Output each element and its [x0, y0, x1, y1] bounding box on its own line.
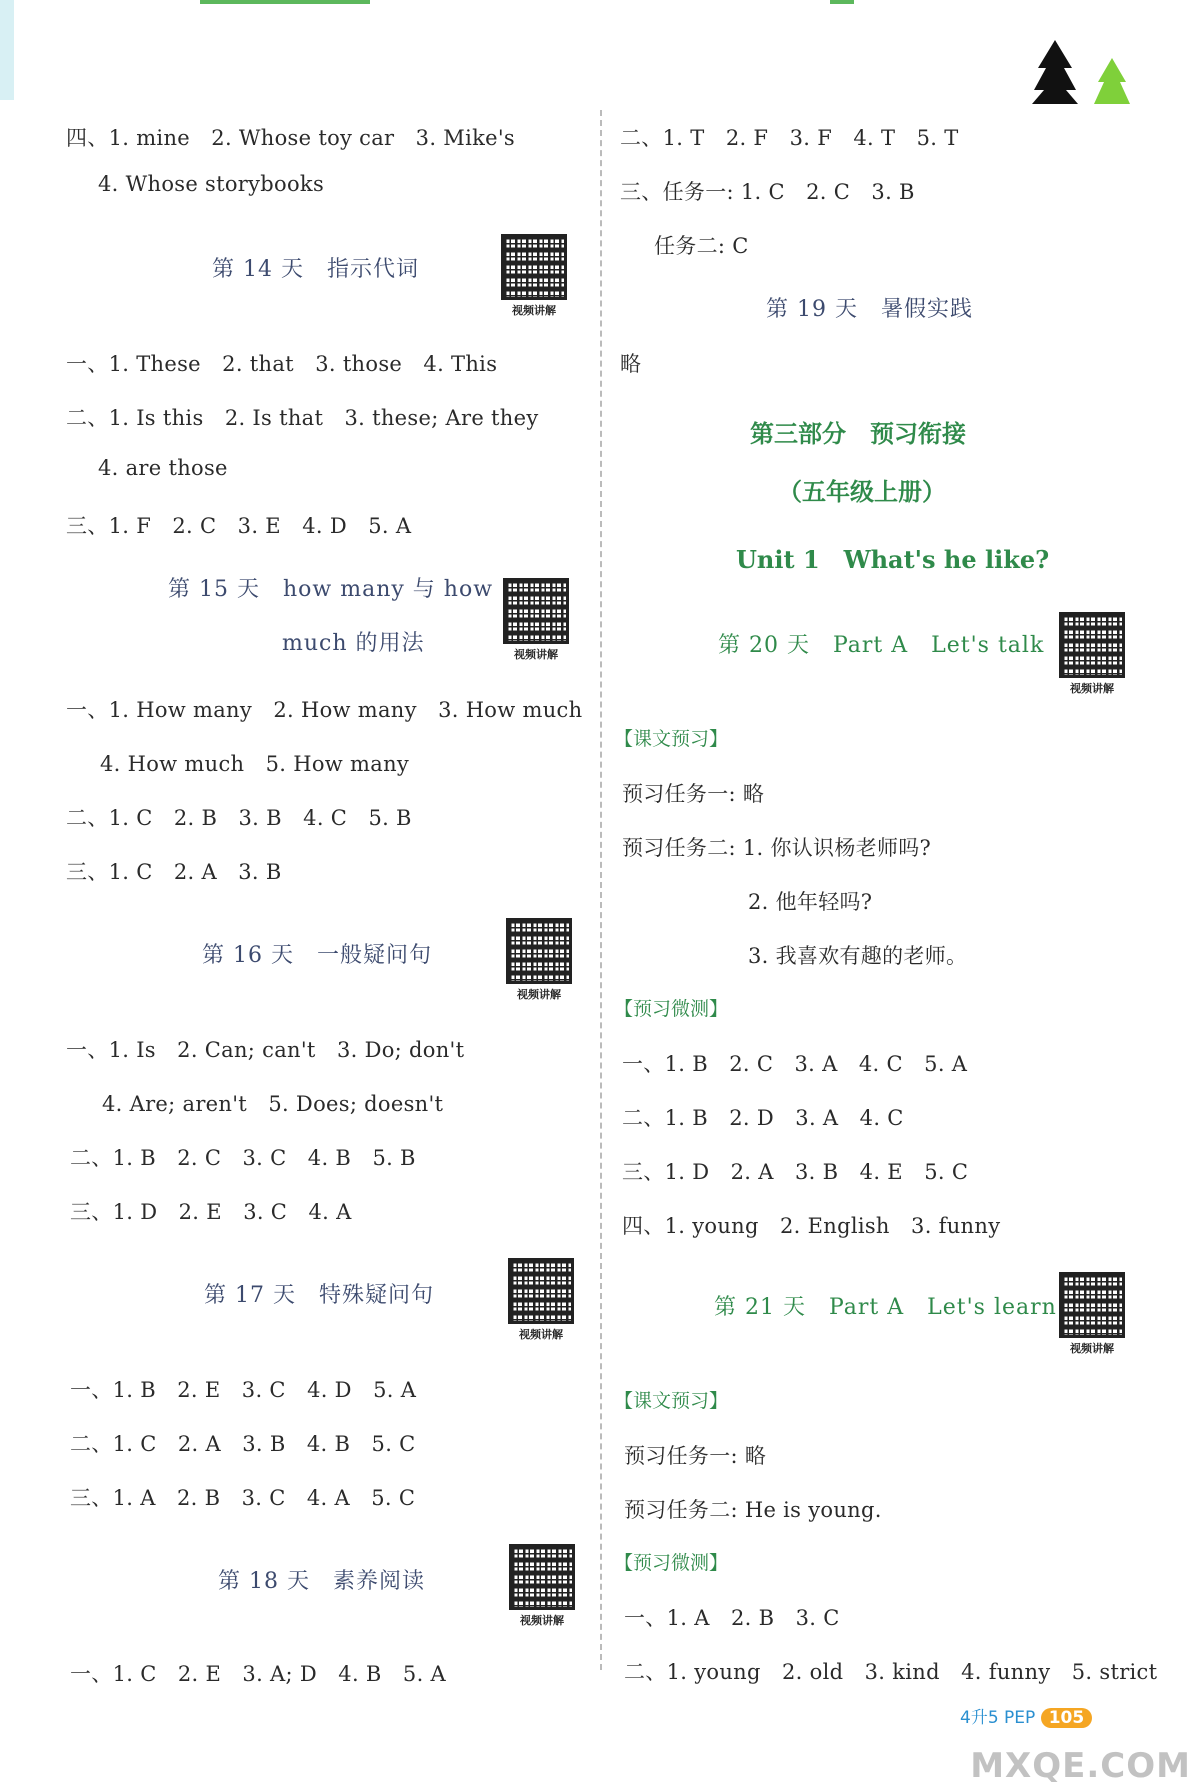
qr-caption: 视频讲解	[517, 988, 561, 1001]
answer-line: 二、1. C 2. B 3. B 4. C 5. B	[66, 806, 412, 830]
qr-caption: 视频讲解	[1070, 1342, 1114, 1355]
answer-line: 一、1. C 2. E 3. A; D 4. B 5. A	[70, 1662, 447, 1686]
answer-line: 二、1. B 2. C 3. C 4. B 5. B	[70, 1146, 416, 1170]
answer-line: 一、1. These 2. that 3. those 4. This	[66, 352, 498, 376]
answer-line: 二、1. Is this 2. Is that 3. these; Are they	[66, 406, 539, 430]
qr-code[interactable]	[506, 1544, 578, 1628]
answer-line: 4. Are; aren't 5. Does; doesn't	[102, 1092, 444, 1116]
day-header: 第 19 天 暑假实践	[766, 297, 973, 322]
footer-grade: 4升5 PEP	[960, 1708, 1036, 1728]
answer-line: 三、1. C 2. A 3. B	[66, 860, 282, 884]
qr-image	[1059, 612, 1125, 678]
day-header: 第 15 天 how many 与 how	[168, 577, 494, 602]
day-header: 第 20 天 Part A Let's talk	[718, 633, 1045, 658]
day-header: 第 17 天 特殊疑问句	[204, 1283, 434, 1308]
section-label: 【预习微测】	[614, 998, 729, 1020]
answer-line: 一、1. B 2. E 3. C 4. D 5. A	[70, 1378, 417, 1402]
answer-line: 二、1. B 2. D 3. A 4. C	[622, 1106, 904, 1130]
section-label: 【课文预习】	[614, 728, 729, 750]
tree-icons	[1030, 38, 1140, 108]
qr-code[interactable]	[505, 1258, 577, 1342]
day-header-cont: much 的用法	[282, 631, 425, 656]
qr-caption: 视频讲解	[519, 1328, 563, 1341]
qr-code[interactable]	[503, 918, 575, 1002]
answer-line: 预习任务二: He is young.	[624, 1498, 882, 1522]
answer-line: 预习任务一: 略	[624, 1444, 767, 1468]
qr-caption: 视频讲解	[514, 648, 558, 661]
qr-image	[503, 578, 569, 644]
column-divider	[600, 110, 602, 1670]
qr-image	[508, 1258, 574, 1324]
answer-line: 四、1. mine 2. Whose toy car 3. Mike's	[66, 126, 516, 150]
part-title: 第三部分 预习衔接	[750, 419, 966, 448]
qr-image	[1059, 1272, 1125, 1338]
answer-line: 三、1. A 2. B 3. C 4. A 5. C	[70, 1486, 416, 1510]
answer-line: 预习任务一: 略	[622, 782, 765, 806]
answer-line: 一、1. A 2. B 3. C	[624, 1606, 840, 1630]
answer-line: 4. are those	[98, 456, 228, 480]
answer-line: 一、1. B 2. C 3. A 4. C 5. A	[622, 1052, 968, 1076]
qr-caption: 视频讲解	[520, 1614, 564, 1627]
answer-line: 略	[620, 352, 642, 376]
answer-line: 三、1. D 2. E 3. C 4. A	[70, 1200, 352, 1224]
section-label: 【课文预习】	[614, 1390, 729, 1412]
answer-line: 一、1. How many 2. How many 3. How much	[66, 698, 583, 722]
answer-line: 4. Whose storybooks	[98, 172, 325, 196]
answer-line: 三、1. F 2. C 3. E 4. D 5. A	[66, 514, 412, 538]
answer-line: 3. 我喜欢有趣的老师。	[748, 944, 968, 968]
page-number: 105	[1041, 1708, 1093, 1728]
tree-icon-dark	[1032, 40, 1078, 104]
day-header: 第 14 天 指示代词	[212, 257, 419, 282]
qr-image	[501, 234, 567, 300]
qr-code[interactable]	[500, 578, 572, 662]
top-decor-bar	[200, 0, 370, 4]
answer-line: 三、任务一: 1. C 2. C 3. B	[620, 180, 915, 204]
qr-code[interactable]	[1056, 1272, 1128, 1356]
tree-icon-green	[1094, 58, 1130, 104]
answer-line: 4. How much 5. How many	[100, 752, 410, 776]
answer-line: 二、1. C 2. A 3. B 4. B 5. C	[70, 1432, 416, 1456]
top-decor-bar-small	[830, 0, 854, 4]
day-header: 第 16 天 一般疑问句	[202, 943, 432, 968]
qr-code[interactable]	[498, 234, 570, 318]
section-label: 【预习微测】	[614, 1552, 729, 1574]
answer-line: 二、1. T 2. F 3. F 4. T 5. T	[620, 126, 959, 150]
answer-line: 二、1. young 2. old 3. kind 4. funny 5. strict	[624, 1660, 1158, 1684]
grade-title: （五年级上册）	[778, 477, 946, 506]
qr-caption: 视频讲解	[1070, 682, 1114, 695]
watermark: MXQE.COM	[970, 1746, 1191, 1786]
day-header: 第 21 天 Part A Let's learn	[714, 1295, 1057, 1320]
qr-code[interactable]	[1056, 612, 1128, 696]
answer-line: 2. 他年轻吗?	[748, 890, 873, 914]
page-footer	[960, 1703, 1092, 1728]
answer-line: 三、1. D 2. A 3. B 4. E 5. C	[622, 1160, 969, 1184]
answer-line: 一、1. Is 2. Can; can't 3. Do; don't	[66, 1038, 465, 1062]
answer-line: 任务二: C	[654, 234, 749, 258]
qr-image	[509, 1544, 575, 1610]
day-header: 第 18 天 素养阅读	[218, 1569, 425, 1594]
answer-line: 预习任务二: 1. 你认识杨老师吗?	[622, 836, 932, 860]
qr-caption: 视频讲解	[512, 304, 556, 317]
answer-line: 四、1. young 2. English 3. funny	[622, 1214, 1001, 1238]
unit-title: Unit 1 What's he like?	[736, 545, 1050, 574]
qr-image	[506, 918, 572, 984]
left-edge-strip	[0, 0, 14, 100]
